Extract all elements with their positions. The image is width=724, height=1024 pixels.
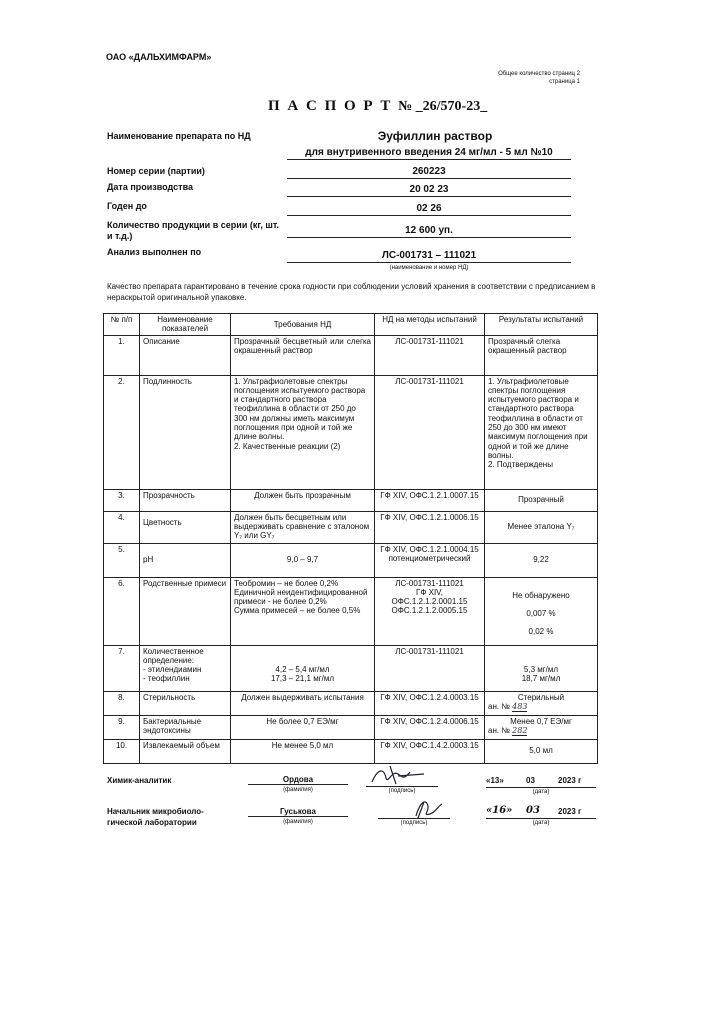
row-req [231,375,375,489]
pages-total: Общее количество страниц 2 [498,71,580,77]
row-name [140,511,231,543]
table-row [104,511,598,543]
row-result: 9,22 [485,543,598,577]
row-name-3: - теофиллин [143,674,190,684]
chemist-label: Химик-аналитик [107,776,172,785]
series-label: Номер серии (партии) [107,166,205,176]
head-date-caption: (дата) [532,820,550,826]
row-name [140,645,231,691]
row-result: Прозрачный слегка окрашенный раствор [485,335,598,375]
row-result-1: 1. Ультрафиолетовые спектры поглощения испытуемого раствора и стандартного раствора теофиллина в области от 250 до 300 нм имеют максимум поглощения при одной и той же длине волны. [488,376,588,460]
analysis-label: Анализ выполнен по [107,247,202,257]
head-day: «16» [486,805,513,816]
row-num: 3. [104,489,140,511]
row-result-1: Менее 0,7 ЕЭ/мг [510,716,572,726]
row-method: ГФ XIV, ОФС.1.2.1.0004.15 потенциометрический [375,543,485,577]
row-name-2: - этилендиамин [143,665,202,675]
row-name-1: Количественное определение: [143,646,204,665]
row-result-3: 0,02 % [528,627,554,637]
row-analysis-number [488,726,594,735]
an-prefix: ан. № [488,701,510,711]
head-year: 2023 г [558,807,582,816]
row-method-2: ГФ XIV, ОФС.1.2.1.2.0001.15 ОФС.1.2.1.2.0005.15 [391,587,468,616]
col-header-method: НД на методы испытаний [375,314,485,336]
row-method: ГФ XIV, ОФС.1.2.1.0007.15 [375,489,485,511]
row-name: Подлинность [140,375,231,489]
analysis-caption: (наименование и номер НД) [389,265,469,271]
name-value-1: Эуфиллин раствор [377,129,493,143]
row-result-1: 5,3 мг/мл [523,664,559,674]
row-req: 9,0 – 9,7 [231,543,375,577]
passport-number: № _26/570-23_ [398,99,488,114]
name-value-2: для внутривенного введения 24 мг/мл - 5 мл №10 [287,147,571,160]
row-req-2: Единичной неидентифицированной примеси - не более 0,2% [234,587,368,607]
company-name: ОАО «ДАЛЬХИМФАРМ» [106,52,212,62]
row-method: ГФ XIV, ОФС.1.4.2.0003.15 [375,739,485,763]
row-req: Прозрачный бесцветный или слегка окрашенный раствор [231,335,375,375]
table-row [104,715,598,739]
chemist-name: Ордова [248,775,348,785]
row-result: Прозрачный [485,489,598,511]
row-name: Описание [140,335,231,375]
row-result [485,375,598,489]
chemist-date-caption: (дата) [532,789,550,795]
col-header-result: Результаты испытаний [485,314,598,336]
name-label: Наименование препарата по НД [107,131,251,141]
chemist-month: 03 [526,776,535,785]
row-result: Менее эталона Y₇ [485,511,598,543]
head-signature-caption: (подпись) [400,820,428,826]
row-req: Должен выдерживать испытания [231,691,375,715]
row-method: ГФ XIV, ОФС.1.2.1.0006.15 [375,511,485,543]
page-current: страница 1 [549,79,580,85]
row-name: Родственные примеси [140,577,231,645]
row-name-text: Цветность [143,517,182,527]
qty-value: 12 600 уп. [287,225,571,238]
head-date [486,806,596,819]
col-header-name: Наименование показателей [140,314,231,336]
chemist-year: 2023 г [558,776,582,785]
row-name: pH [140,543,231,577]
head-name: Гуськова [248,807,348,817]
row-name: Стерильность [140,691,231,715]
table-row [104,577,598,645]
chemist-day: «13» [486,776,504,785]
row-method: ГФ XIV, ОФС.1.2.4.0006.15 [375,715,485,739]
row-name: Извлекаемый объем [140,739,231,763]
row-result-2: 2. Подтверждены [488,460,553,470]
row-result-1: Не обнаружено [512,590,570,600]
row-req-2: 2. Качественные реакции (2) [234,441,341,451]
head-signature-icon [408,796,448,820]
row-method-1: ЛС-001731-111021 [395,578,464,588]
row-method: ЛС-001731-111021 [375,645,485,691]
row-num: 6. [104,577,140,645]
row-name: Прозрачность [140,489,231,511]
col-header-req: Требования НД [231,314,375,336]
table-header-row [104,314,598,336]
row-req-1: 4,2 – 5,4 мг/мл [275,664,330,674]
head-label-2: гической лаборатории [107,818,197,827]
row-num: 5. [104,543,140,577]
date-value: 20 02 23 [287,184,571,197]
row-result [485,691,598,715]
row-num: 1. [104,335,140,375]
table-row [104,739,598,763]
spec-table [103,313,598,764]
head-surname-caption: (фамилия) [283,819,313,825]
chemist-date [486,776,596,788]
row-result-2: 18,7 мг/мл [521,673,561,683]
title-prefix: П А С П О Р Т [268,98,393,114]
an-prefix: ан. № [488,725,510,735]
table-row [104,489,598,511]
row-req: Не менее 5,0 мл [231,739,375,763]
row-result: 5,0 мл [485,739,598,763]
col-header-num: № п/п [104,314,140,336]
head-label [107,806,204,828]
an-number: 483 [512,701,528,711]
row-result-2: 0,007 % [526,608,556,618]
row-req [231,645,375,691]
row-req-1: Теобромин – не более 0,2% [234,578,339,588]
head-month: 03 [526,805,540,816]
row-req: Должен быть бесцветным или выдерживать сравнение с эталоном Y₇ или GY₇ [231,511,375,543]
chemist-signature-icon [368,764,432,788]
chemist-surname-caption: (фамилия) [283,787,313,793]
date-label: Дата производства [107,182,193,192]
head-label-1: Начальник микробиоло- [107,807,204,816]
table-row [104,691,598,715]
row-method: ГФ XIV, ОФС.1.2.4.0003.15 [375,691,485,715]
row-analysis-number [488,702,594,711]
row-method: ЛС-001731-111021 [375,335,485,375]
head-signature-line [378,818,450,819]
analysis-value: ЛС-001731 – 111021 [287,250,571,263]
row-req-1: 1. Ультрафиолетовые спектры поглощения испытуемого раствора и стандартного раствора теофиллина в области от 250 до 300 нм должны иметь максимум поглощения при одной и той же длине волны. [234,376,366,442]
row-req [231,577,375,645]
document-title [268,98,487,115]
row-num: 9. [104,715,140,739]
row-result [485,645,598,691]
row-num: 10. [104,739,140,763]
chemist-signature-caption: (подпись) [388,788,416,794]
expiry-value: 02 26 [287,203,571,216]
an-number: 282 [512,725,528,735]
row-num: 2. [104,375,140,489]
expiry-label: Годен до [107,201,147,211]
qty-label: Количество продукции в серии (кг, шт. и т.д.) [107,220,279,241]
table-row [104,645,598,691]
warranty-text: Качество препарата гарантировано в течение срока годности при соблюдении условий хранения в соответствии с предписанием в нераскрытой оригинальной упаковке. [107,282,596,302]
chemist-signature-line [366,786,438,787]
row-result-1: Стерильный [517,692,565,702]
row-req: Должен быть прозрачным [231,489,375,511]
row-name: Бактериальные эндотоксины [140,715,231,739]
row-num: 7. [104,645,140,691]
row-method: ЛС-001731-111021 [375,375,485,489]
series-value: 260223 [287,166,571,179]
row-num: 4. [104,511,140,543]
table-row [104,543,598,577]
table-row [104,375,598,489]
page-counter [470,70,580,86]
row-result [485,715,598,739]
row-req: Не более 0,7 ЕЭ/мг [231,715,375,739]
table-row [104,335,598,375]
row-num: 8. [104,691,140,715]
row-result [485,577,598,645]
row-method [375,577,485,645]
row-req-2: 17,3 – 21,1 мг/мл [270,673,335,683]
row-req-3: Сумма примесей – не более 0,5% [234,606,361,616]
